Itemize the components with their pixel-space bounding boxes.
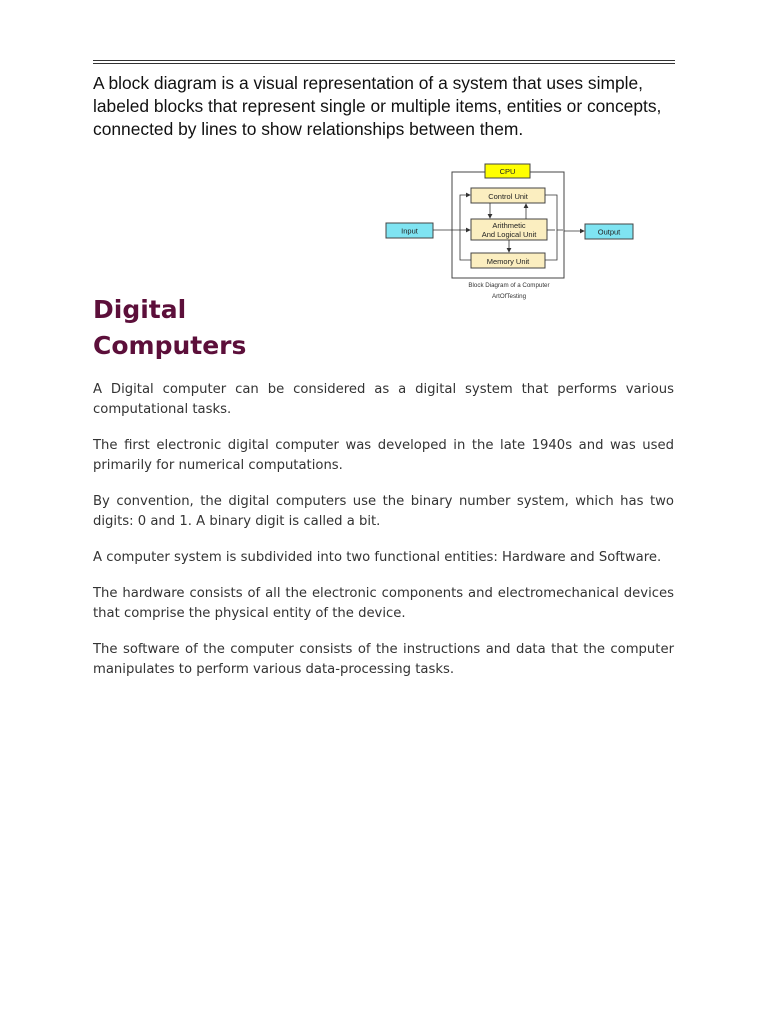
diagram-caption-line1: Block Diagram of a Computer — [468, 282, 550, 289]
block-diagram-svg — [383, 162, 639, 308]
alu-label-line1: Arithmetic — [492, 221, 526, 230]
memory-unit-label: Memory Unit — [486, 257, 530, 266]
alu-label-line2: And Logical Unit — [481, 230, 537, 239]
intro-paragraph: A block diagram is a visual representation of a system that uses simple, labeled blocks that represent single or multiple items, entities or concepts, connected by lines to show relationships between them. — [93, 73, 662, 139]
paragraph: A computer system is subdivided into two functional entities: Hardware and Software. — [93, 550, 662, 565]
paragraph: The hardware consists of all the electronic components and electromechanical devices that comprise the physical entity of the device. — [93, 586, 674, 621]
memory-to-cu-line — [460, 195, 471, 260]
section-heading-line1: Digital — [93, 295, 187, 324]
control-unit-label: Control Unit — [488, 192, 528, 201]
paragraph: A Digital computer can be considered as a digital system that performs various computational tasks. — [93, 382, 674, 417]
computer-block-diagram — [383, 162, 639, 308]
input-label: Input — [401, 226, 418, 236]
diagram-caption-line2: ArtOfTesting — [491, 293, 527, 300]
cu-right-line — [545, 195, 563, 230]
section-body — [93, 380, 674, 696]
section-heading — [93, 292, 393, 364]
paragraph: The software of the computer consists of the instructions and data that the computer manipulates to perform various data-processing tasks. — [93, 642, 674, 677]
cpu-label: CPU — [499, 167, 516, 176]
paragraph: The first electronic digital computer was developed in the late 1940s and was used primarily for numerical computations. — [93, 438, 674, 473]
top-rule — [93, 60, 675, 61]
top-rule-double — [93, 63, 675, 64]
output-label: Output — [597, 227, 621, 237]
section-heading-line2: Computers — [93, 331, 247, 360]
paragraph: By convention, the digital computers use the binary number system, which has two digits: 0 and 1. A binary digit is called a bit. — [93, 494, 674, 529]
